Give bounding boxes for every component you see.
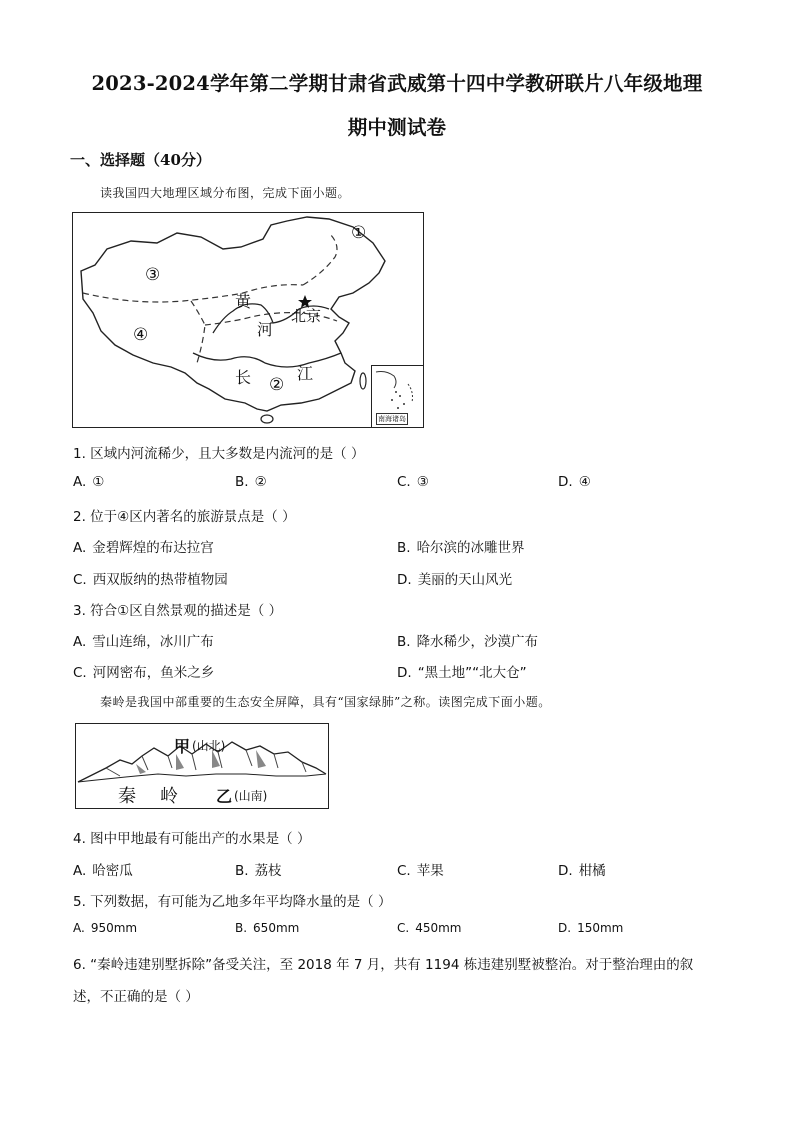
option-label: C. — [397, 921, 410, 935]
option-label: C. — [397, 863, 411, 879]
option-label: D. — [558, 863, 573, 879]
region-label-4: ④ — [133, 325, 149, 345]
option-label: A. — [73, 863, 87, 879]
paper-title-line1: 2023-2024学年第二学期甘肃省武威第十四中学教研联片八年级地理 — [91, 72, 703, 95]
option-text: 西双版纳的热带植物园 — [92, 572, 228, 588]
yangtze-label-1: 长 — [235, 368, 252, 387]
question-6-stem-line1: 6. “秦岭违建别墅拆除”备受关注，至 2018 年 7 月，共有 1194 栋违建别墅被整治。对于整治理由的叙 — [73, 957, 694, 973]
option-text: 150mm — [577, 921, 624, 935]
question-4-option-b[interactable] — [235, 859, 282, 879]
option-label: B. — [235, 921, 248, 935]
option-label: B. — [397, 634, 411, 650]
option-label: B. — [235, 474, 249, 490]
option-text: ① — [92, 474, 105, 490]
question-3-option-d[interactable] — [397, 661, 527, 681]
option-text: ② — [254, 474, 267, 490]
paper-title-line2: 期中测试卷 — [347, 116, 447, 139]
option-label: A. — [73, 634, 87, 650]
option-text: 荔枝 — [254, 863, 282, 879]
intro-text-2: 秦岭是我国中部重要的生态安全屏障，具有“国家绿肺”之称。读图完成下面小题。 — [100, 695, 551, 709]
qin-label: 秦 — [118, 786, 136, 807]
option-label: B. — [235, 863, 249, 879]
region-label-3: ③ — [145, 265, 161, 285]
question-3-stem: 3. 符合①区自然景观的描述是（ ） — [73, 603, 283, 619]
question-2-option-b[interactable] — [397, 536, 525, 556]
inset-label: 南海诸岛 — [378, 415, 406, 423]
region-label-1: ① — [351, 223, 367, 243]
question-5-option-a[interactable] — [73, 921, 137, 935]
option-label: A. — [73, 540, 87, 556]
option-text: 950mm — [90, 921, 138, 935]
question-4-stem: 4. 图中甲地最有可能出产的水果是（ ） — [73, 831, 311, 847]
north-of-mountain-note: (山北) — [192, 739, 226, 753]
question-5-option-c[interactable] — [397, 921, 462, 935]
option-label: D. — [397, 665, 412, 681]
option-text: ④ — [578, 474, 591, 490]
question-3-option-a[interactable] — [73, 630, 214, 650]
question-1-stem: 1. 区域内河流稀少，且大多数是内流河的是（ ） — [73, 446, 365, 462]
option-label: C. — [73, 572, 87, 588]
option-label: A. — [73, 921, 85, 935]
option-label: D. — [558, 474, 573, 490]
option-text: 哈密瓜 — [92, 863, 133, 879]
yi-label: 乙 — [216, 787, 233, 806]
question-2-option-d[interactable] — [397, 568, 512, 588]
china-regions-map — [72, 212, 424, 428]
question-1-option-b[interactable] — [235, 474, 267, 490]
beijing-label: 北京 — [291, 307, 322, 325]
yellow-river-label-2: 河 — [257, 320, 274, 339]
question-2-option-a[interactable] — [73, 536, 214, 556]
option-text: 苹果 — [416, 863, 444, 879]
south-china-sea-inset — [371, 365, 423, 427]
question-2-option-c[interactable] — [73, 568, 228, 588]
question-3-option-c[interactable] — [73, 661, 214, 681]
section-heading: 一、选择题（40分） — [70, 151, 211, 169]
qinling-figure — [75, 723, 329, 809]
intro-text-1: 读我国四大地理区域分布图，完成下面小题。 — [100, 186, 351, 200]
option-text: 河网密布，鱼米之乡 — [92, 665, 215, 681]
question-4-option-c[interactable] — [397, 859, 444, 879]
yellow-river-label-1: 黄 — [235, 292, 252, 311]
option-text: 金碧辉煌的布达拉宫 — [92, 540, 214, 556]
option-label: C. — [397, 474, 411, 490]
option-text: 450mm — [415, 921, 462, 935]
option-text: 降水稀少，沙漠广布 — [416, 634, 539, 650]
ling-label: 岭 — [160, 786, 178, 807]
question-6-stem-line2: 述，不正确的是（ ） — [73, 989, 199, 1005]
question-1-option-d[interactable] — [558, 474, 591, 490]
south-of-mountain-note: (山南) — [234, 789, 268, 803]
region-label-2: ② — [269, 375, 285, 395]
option-text: 雪山连绵，冰川广布 — [92, 634, 214, 650]
option-text: “黑土地”“北大仓” — [417, 665, 527, 681]
question-5-option-d[interactable] — [558, 921, 623, 935]
option-text: ③ — [416, 474, 429, 490]
option-label: C. — [73, 665, 87, 681]
option-text: 柑橘 — [578, 863, 606, 879]
option-label: D. — [397, 572, 412, 588]
option-label: B. — [397, 540, 411, 556]
option-text: 650mm — [253, 921, 300, 935]
question-4-option-a[interactable] — [73, 859, 133, 879]
option-text: 哈尔滨的冰雕世界 — [416, 540, 525, 556]
question-1-option-c[interactable] — [397, 474, 429, 490]
option-label: A. — [73, 474, 87, 490]
question-1-option-a[interactable] — [73, 474, 104, 490]
yangtze-label-2: 江 — [297, 364, 314, 383]
question-5-stem: 5. 下列数据，有可能为乙地多年平均降水量的是（ ） — [73, 894, 392, 910]
option-text: 美丽的天山风光 — [417, 572, 513, 588]
inset-drawing — [372, 366, 422, 414]
question-5-option-b[interactable] — [235, 921, 299, 935]
jia-label: 甲 — [174, 737, 191, 756]
question-4-option-d[interactable] — [558, 859, 606, 879]
option-label: D. — [558, 921, 572, 935]
question-2-stem: 2. 位于④区内著名的旅游景点是（ ） — [73, 509, 296, 525]
question-3-option-b[interactable] — [397, 630, 538, 650]
